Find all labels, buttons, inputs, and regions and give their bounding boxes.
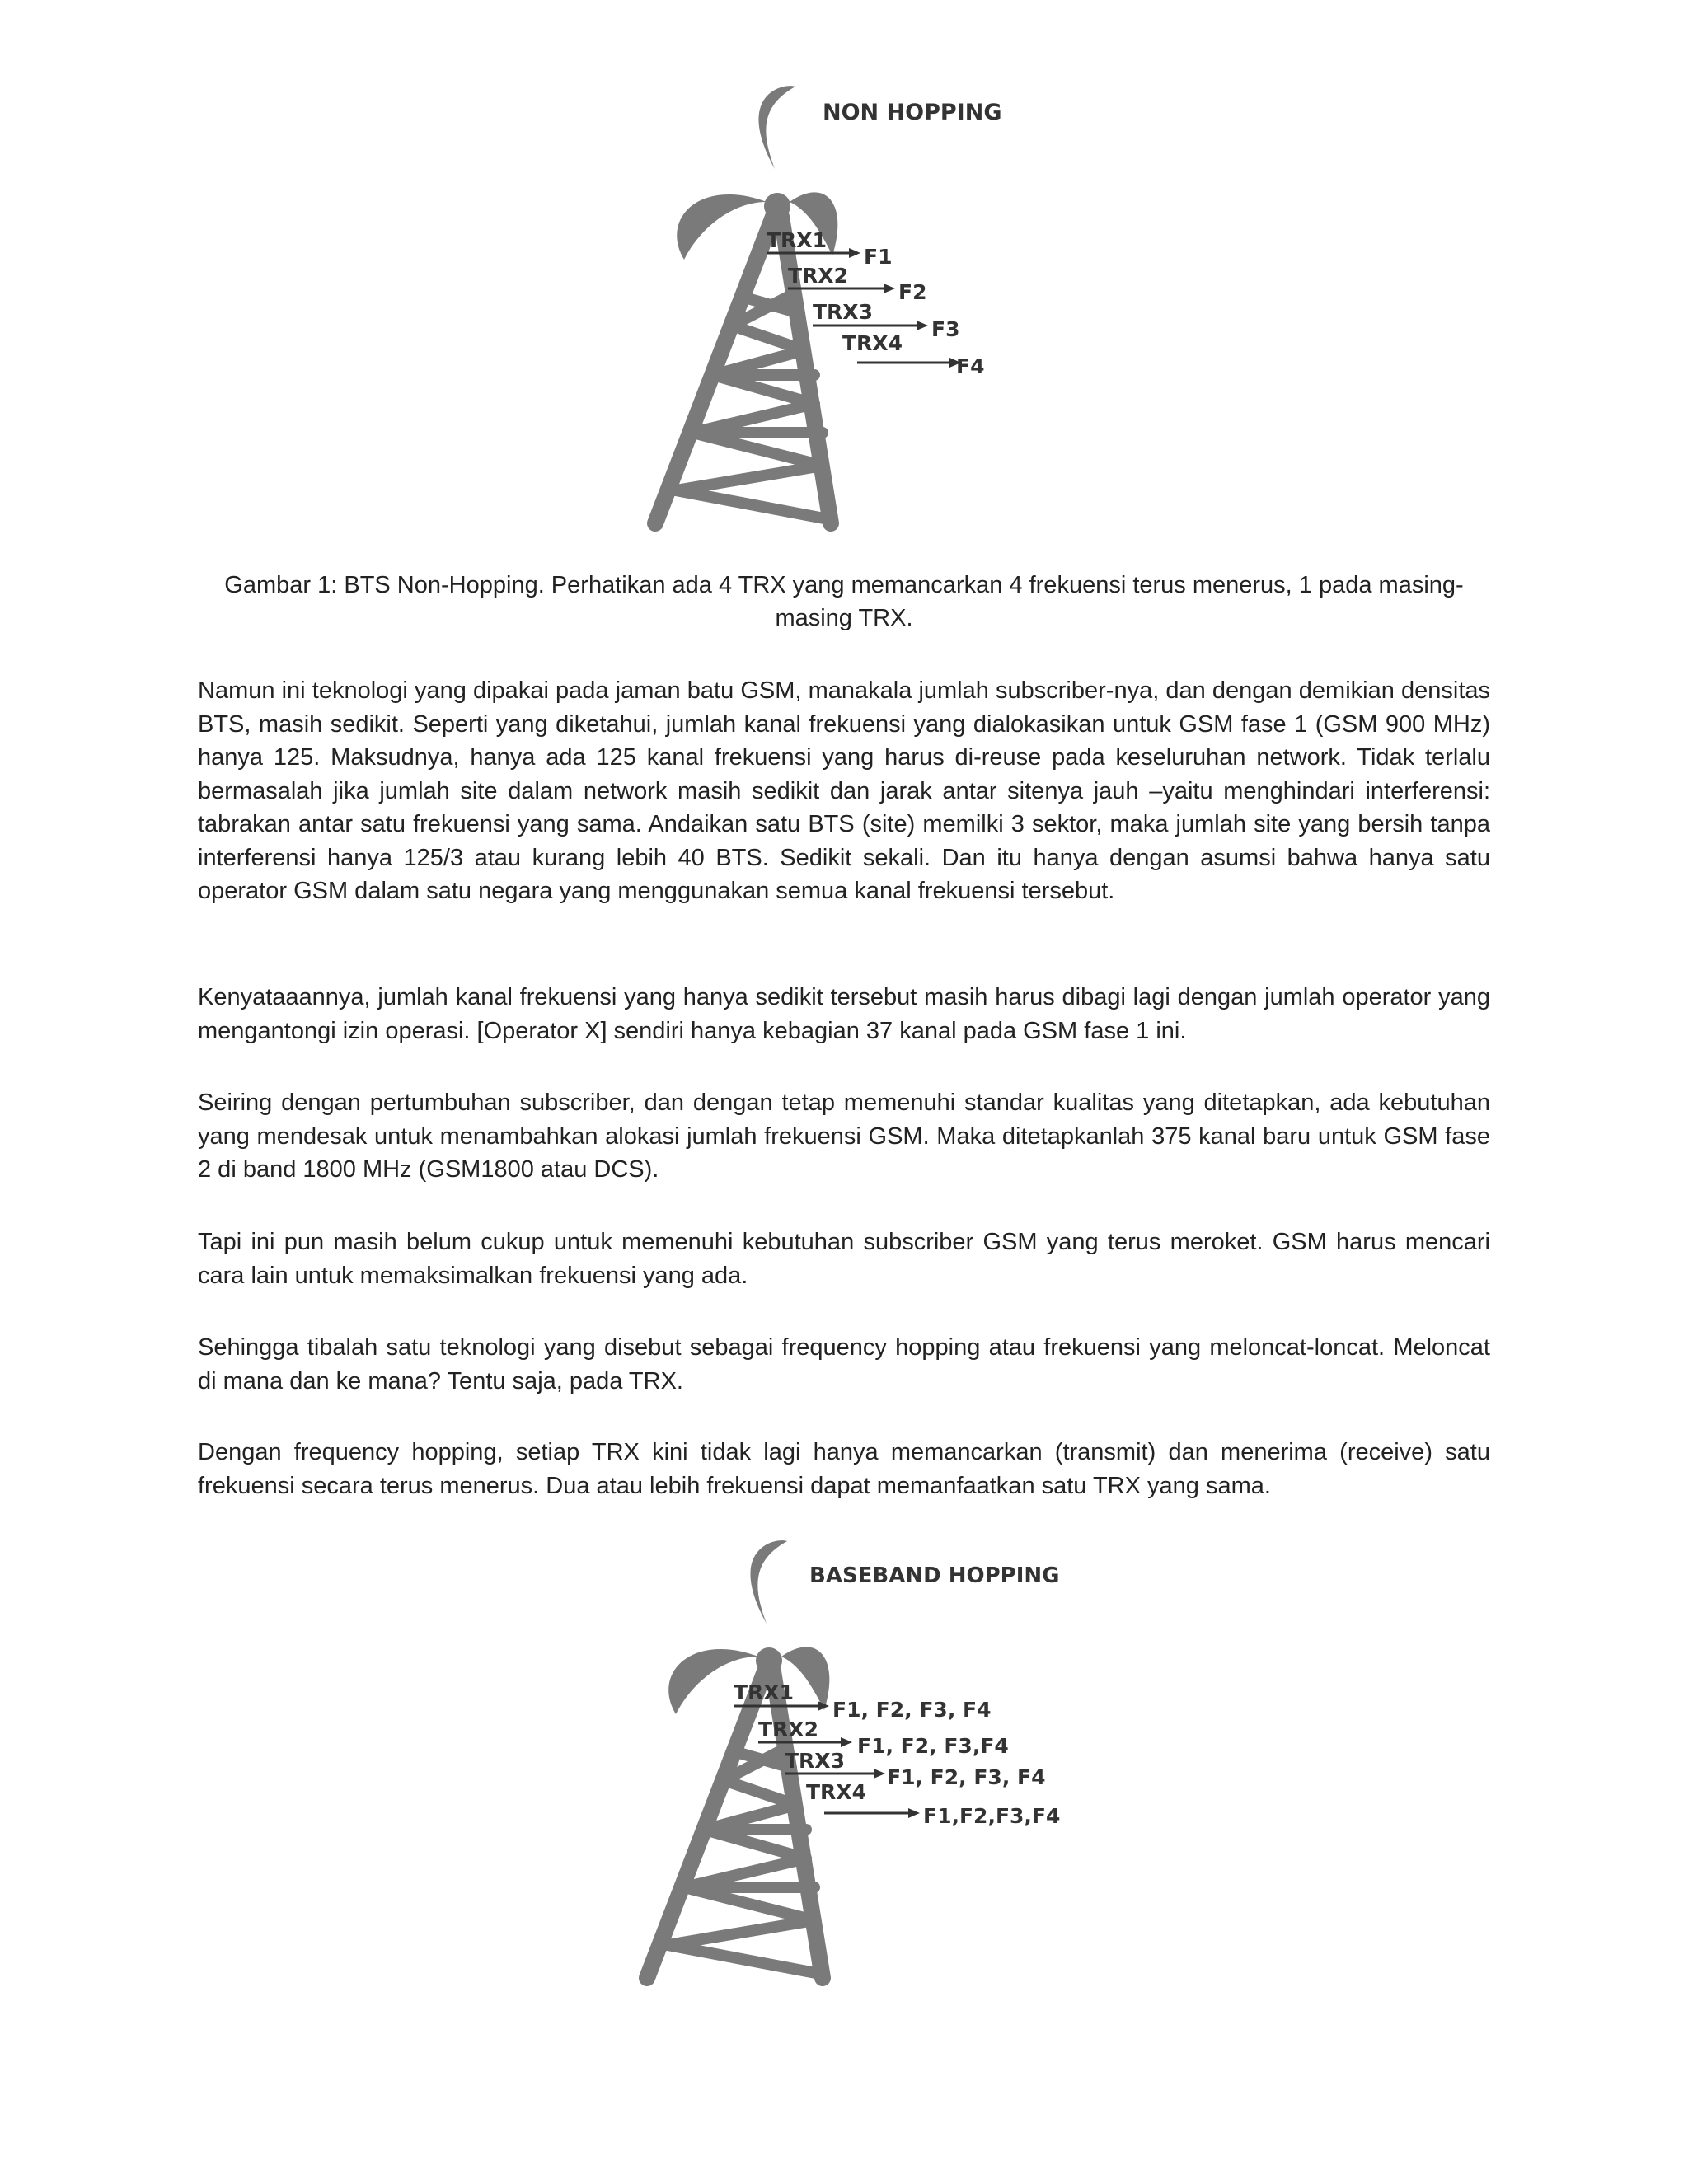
paragraph-1: Namun ini teknologi yang dipakai pada jaman batu GSM, manakala jumlah subscriber-nya, dan dengan demikian densitas BTS, masih sedikit. Seperti yang diketahui, jumlah kanal frekuensi yang dialokasikan untuk GSM fase 1 (GSM 900 MHz) hanya 125. Maksudnya, hanya ada 125 kanal frekuensi yang harus di-reuse pada keseluruhan network. Tidak terlalu bermasalah jika jumlah site dalam network masih sedikit dan jarak antar sitenya jauh –yaitu menghindari interferensi: tabrakan antar satu frekuensi yang sama. Andaikan satu BTS (site) memilki 3 sektor, maka jumlah site yang bersih tanpa interferensi hanya 125/3 atau kurang lebih 40 BTS. Sedikit sekali. Dan itu hanya dengan asumsi bahwa hanya satu operator GSM dalam satu negara yang menggunakan semua kanal frekuensi tersebut. [198,677,1490,904]
trx-label: TRX2 [788,264,848,288]
freq-label: F1, F2, F3, F4 [887,1765,1046,1789]
figure-title: BASEBAND HOPPING [809,1563,1060,1588]
trx-label: TRX3 [813,300,873,324]
trx-label: TRX1 [734,1680,794,1704]
arrow-icon [841,1737,852,1747]
trx-label: TRX4 [842,331,903,355]
freq-label: F1, F2, F3, F4 [832,1698,992,1722]
freq-label: F4 [956,354,985,378]
trx-label: TRX1 [767,228,827,252]
freq-label: F1, F2, F3,F4 [857,1734,1009,1758]
tower-icon [655,86,837,523]
non-hopping-diagram [610,78,1071,540]
arrow-icon [874,1769,885,1779]
figure-baseband-hopping [602,1533,1113,1994]
arrow-icon [849,248,860,258]
freq-label: F1 [864,245,893,269]
paragraph-5: Sehingga tibalah satu teknologi yang disebut sebagai frequency hopping atau frekuensi yang meloncat-loncat. Meloncat di mana dan ke mana? Tentu saja, pada TRX. [198,1334,1490,1394]
figure-non-hopping [610,78,1071,540]
paragraph-6: Dengan frequency hopping, setiap TRX kini tidak lagi hanya memancarkan (transmit) dan menerima (receive) satu frekuensi secara terus menerus. Dua atau lebih frekuensi dapat memanfaatkan satu TRX yang sama. [198,1439,1490,1499]
arrow-icon [884,284,895,293]
paragraph-2: Kenyataaannya, jumlah kanal frekuensi yang hanya sedikit tersebut masih harus dibagi lagi dengan jumlah operator yang mengantongi izin operasi. [Operator X] sendiri hanya kebagian 37 kanal pada GSM fase 1 ini. [198,984,1490,1044]
trx-label: TRX3 [785,1749,845,1773]
freq-label: F1,F2,F3,F4 [923,1804,1061,1828]
arrow-icon [908,1808,920,1818]
trx-label: TRX2 [758,1718,818,1741]
figure-title: NON HOPPING [823,100,1002,125]
freq-label: F3 [931,317,960,341]
trx-label: TRX4 [806,1780,866,1804]
arrow-icon [917,321,928,330]
link-trx2 [788,264,926,304]
freq-label: F2 [898,280,927,304]
baseband-hopping-diagram [602,1533,1113,1994]
figure-caption: Gambar 1: BTS Non-Hopping. Perhatikan ada 4 TRX yang memancarkan 4 frekuensi terus menerus, 1 pada masing-masing TRX. [224,572,1464,631]
paragraph-3: Seiring dengan pertumbuhan subscriber, dan dengan tetap memenuhi standar kualitas yang ditetapkan, ada kebutuhan yang mendesak untuk menambahkan alokasi jumlah frekuensi GSM. Maka ditetapkanlah 375 kanal baru untuk GSM fase 2 di band 1800 MHz (GSM1800 atau DCS). [198,1090,1490,1183]
link-trx4 [842,331,984,378]
paragraph-4: Tapi ini pun masih belum cukup untuk memenuhi kebutuhan subscriber GSM yang terus meroket. GSM harus mencari cara lain untuk memaksimalkan frekuensi yang ada. [198,1229,1490,1289]
